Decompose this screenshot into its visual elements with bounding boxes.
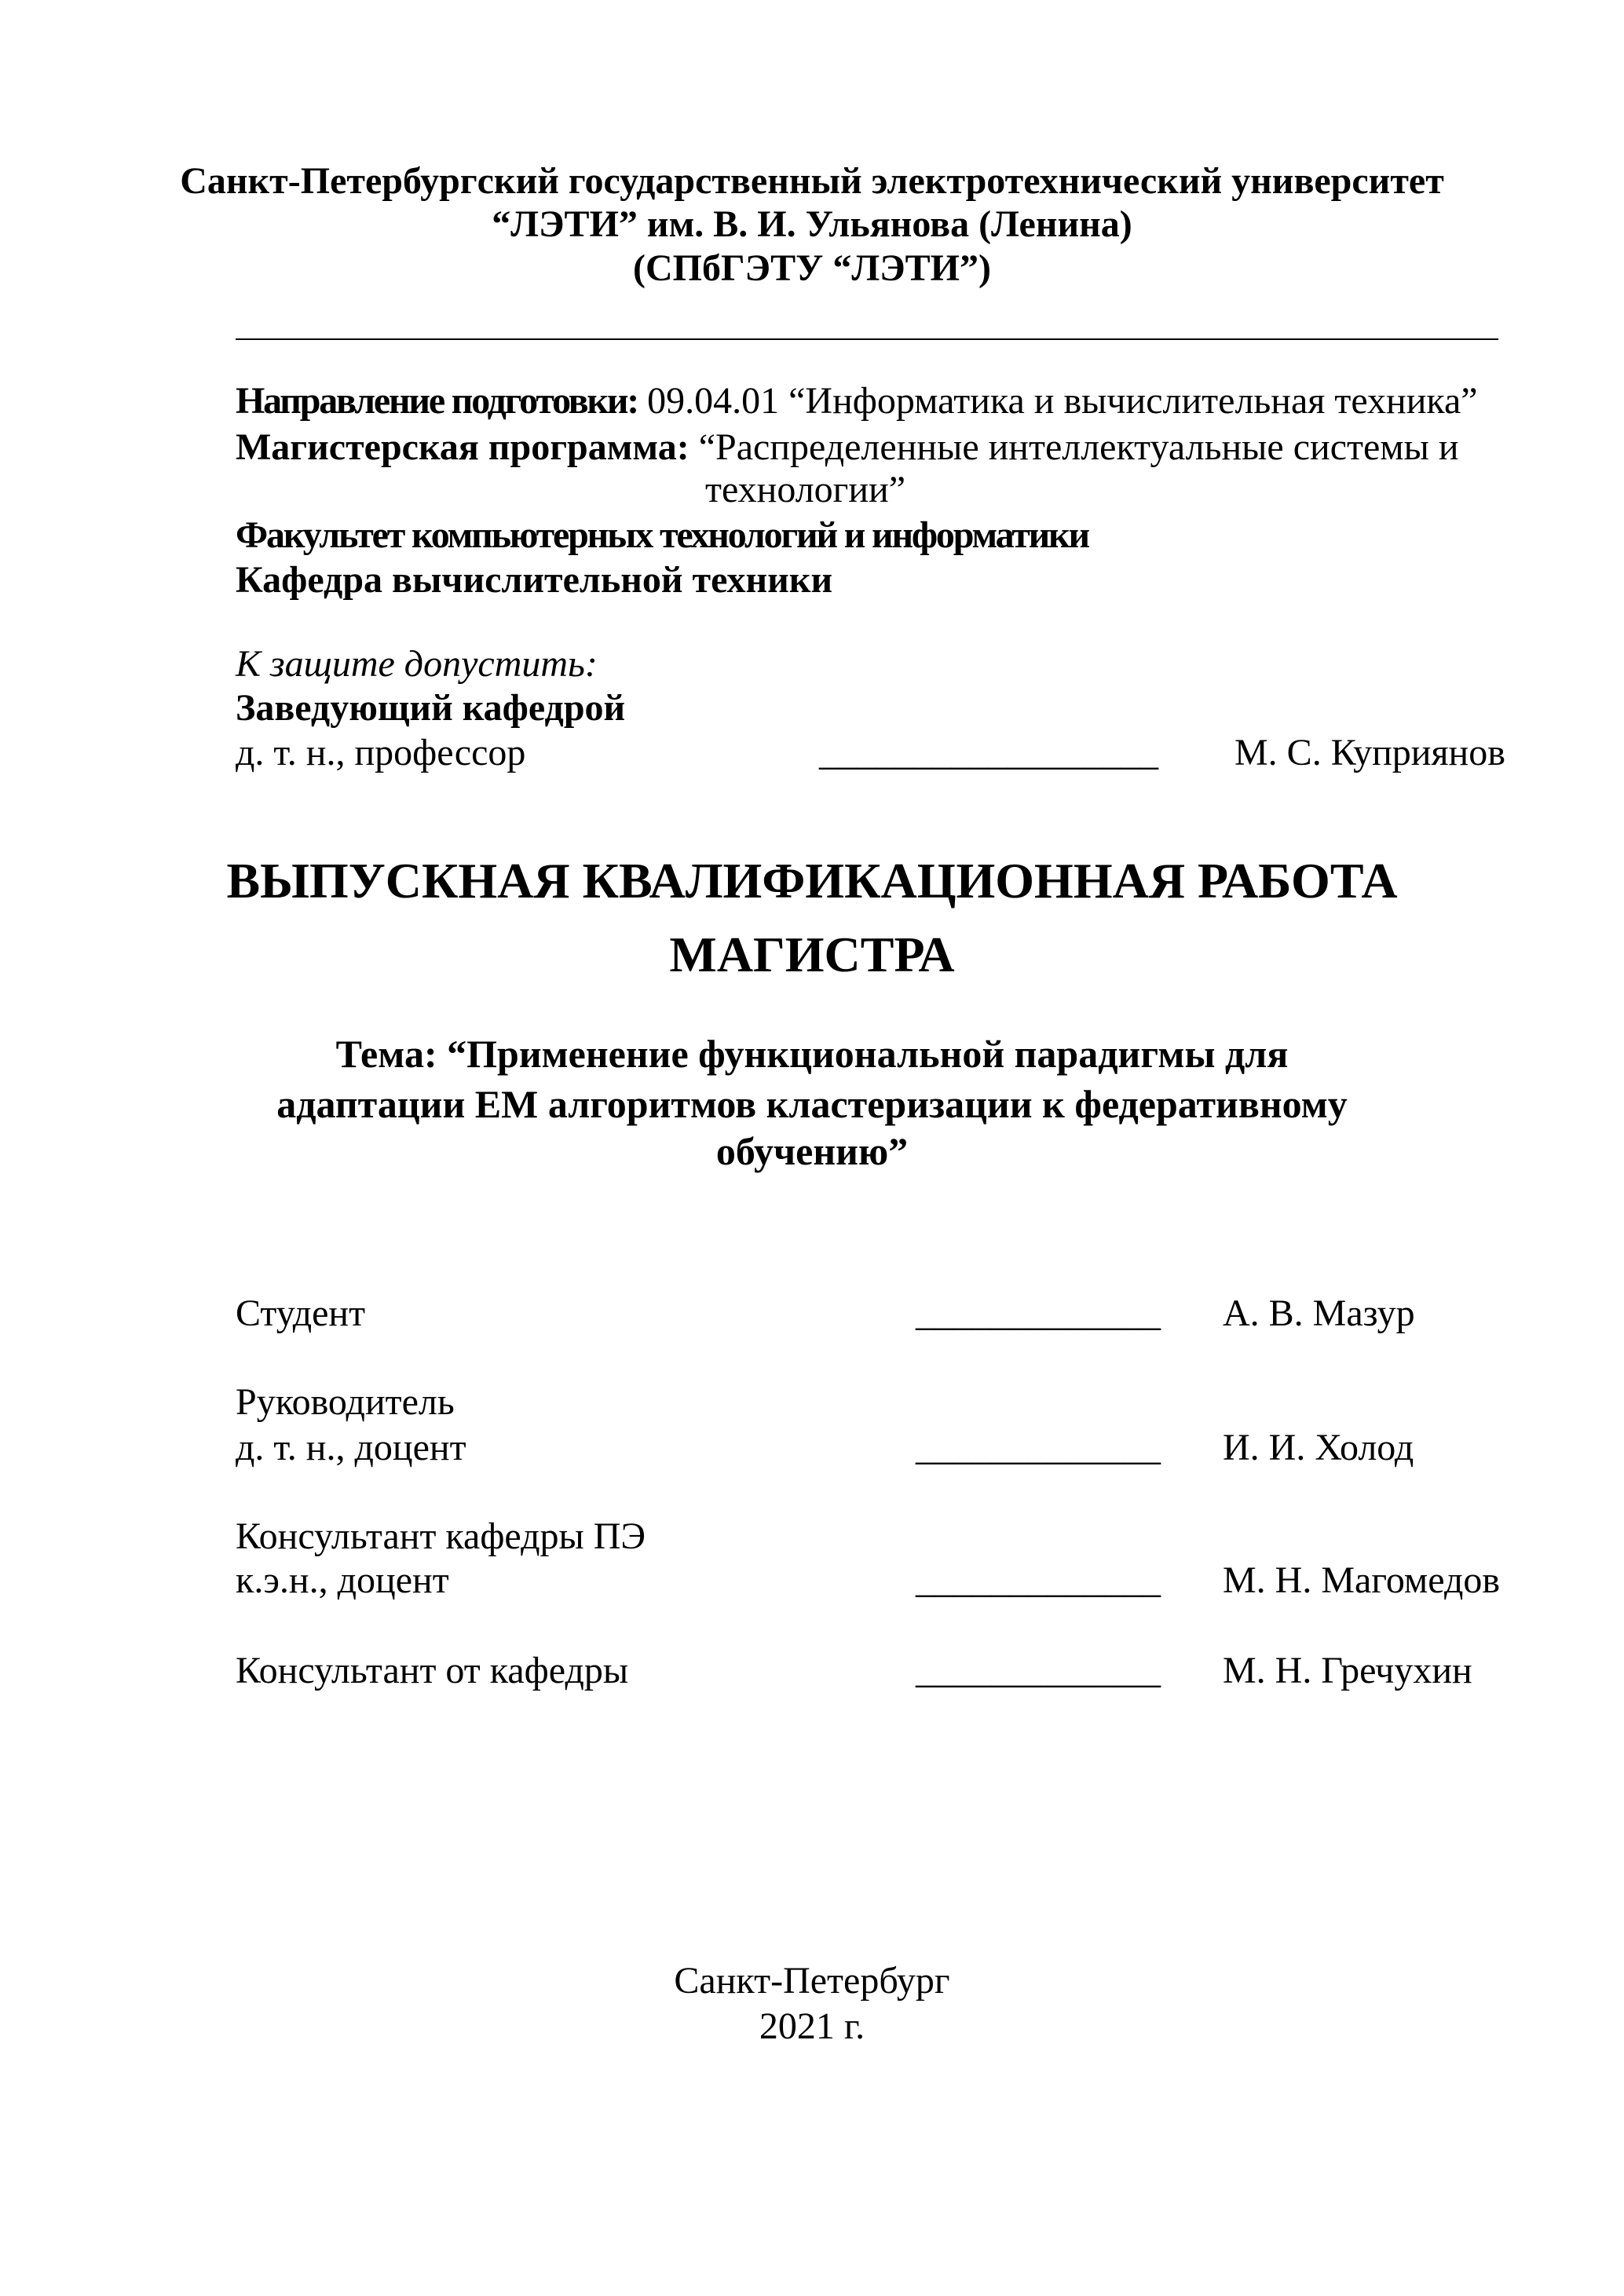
consultant-dept-role: Консультант от кафедры [236,1650,629,1691]
approval-signature-line: __________________ [819,732,1158,773]
direction-value: 09.04.01 “Информатика и вычислительная техника” [638,380,1478,422]
approval-caption: К защите допустить: [236,643,598,685]
consultant-pe-role: Консультант кафедры ПЭ [236,1515,646,1557]
supervisor-degree: д. т. н., доцент [236,1427,466,1468]
supervisor-signature-line: _____________ [916,1427,1161,1468]
program-label: Магистерская программа: [236,426,689,468]
university-abbr: (СПбГЭТУ “ЛЭТИ”) [633,247,991,289]
consultant-pe-degree: к.э.н., доцент [236,1559,449,1601]
topic-line3: обучению” [715,1129,909,1173]
consultant-pe-name: М. Н. Магомедов [1223,1559,1501,1601]
student-role: Студент [236,1292,366,1334]
direction-line [236,379,1478,423]
student-name: А. В. Мазур [1223,1292,1415,1334]
topic-line2: адаптации ЕМ алгоритмов кластеризации к федеративному [276,1082,1348,1126]
direction-label: Направление подготовки: [236,380,638,422]
consultant-pe-signature-line: _____________ [916,1559,1161,1601]
university-name: Санкт-Петербургский государственный электротехнический университет [180,160,1444,202]
footer-year: 2021 г. [759,2005,865,2047]
header-divider [236,338,1498,340]
topic-line1: Тема: “Применение функциональной парадигмы для [335,1032,1289,1076]
consultant-dept-name: М. Н. Гречухин [1223,1650,1472,1691]
program-value: “Распределенные интеллектуальные системы и [689,426,1459,468]
document-title-line2: МАГИСТРА [669,927,955,982]
consultant-dept-signature-line: _____________ [916,1650,1161,1691]
program-line [236,426,1459,470]
student-signature-line: _____________ [916,1292,1161,1334]
department: Кафедра вычислительной техники [236,559,833,601]
approval-role: Заведующий кафедрой [236,687,626,729]
document-title: ВЫПУСКНАЯ КВАЛИФИКАЦИОННАЯ РАБОТА [226,853,1398,909]
faculty: Факультет компьютерных технологий и информатики [236,514,1088,556]
supervisor-role: Руководитель [236,1381,455,1423]
approval-name: М. С. Куприянов [1234,732,1505,773]
program-value-cont: технологии” [705,469,906,510]
footer-city: Санкт-Петербург [674,1960,950,2002]
supervisor-name: И. И. Холод [1223,1427,1414,1468]
approval-degree: д. т. н., профессор [236,732,526,773]
university-name-line2: “ЛЭТИ” им. В. И. Ульянова (Ленина) [492,203,1132,245]
